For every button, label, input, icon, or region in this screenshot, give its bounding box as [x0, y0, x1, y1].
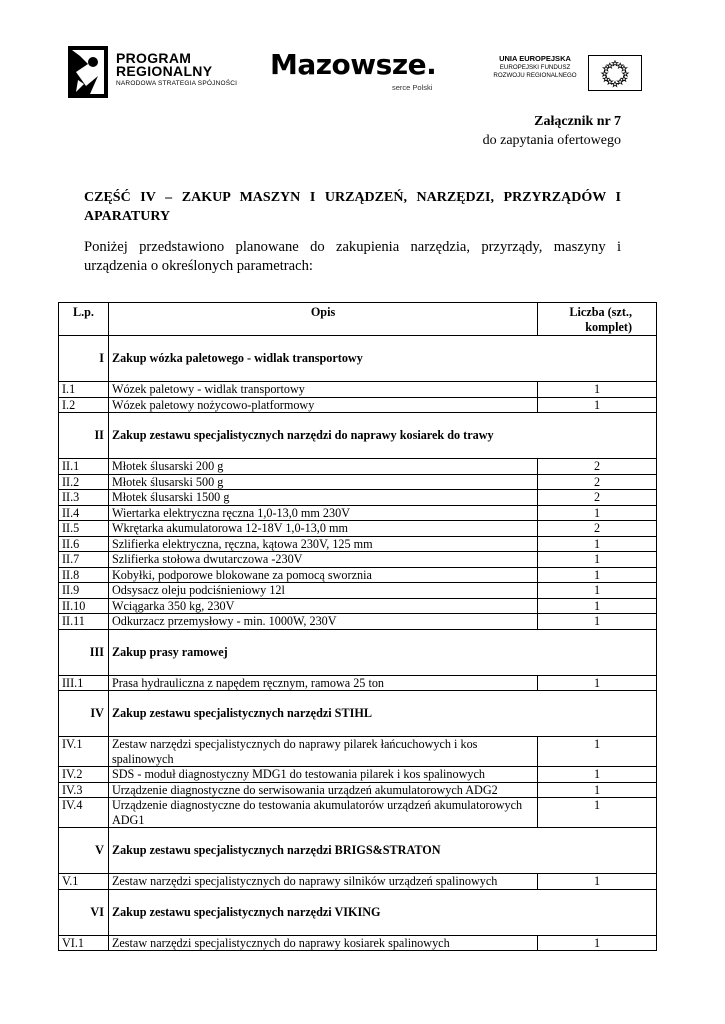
section-row	[59, 691, 657, 737]
item-qty: 1	[538, 767, 657, 783]
table-row	[59, 552, 657, 568]
program-regionalny-line2: REGIONALNY	[116, 63, 213, 79]
program-regionalny-line1: PROGRAM	[116, 50, 192, 66]
table-row	[59, 782, 657, 798]
mazowsze-logo	[270, 48, 460, 96]
table-row	[59, 490, 657, 506]
table-row	[59, 474, 657, 490]
table-row	[59, 874, 657, 890]
item-desc: Wózek paletowy - widlak transportowy	[108, 382, 537, 398]
item-qty: 1	[538, 798, 657, 828]
item-qty: 1	[538, 552, 657, 568]
table-row	[59, 614, 657, 630]
table-row	[59, 675, 657, 691]
table-row	[59, 598, 657, 614]
item-lp: V.1	[59, 874, 109, 890]
item-qty: 2	[538, 521, 657, 537]
item-desc: Szlifierka elektryczna, ręczna, kątowa 230V, 125 mm	[108, 536, 537, 552]
item-desc: Urządzenie diagnostyczne do testowania akumulatorów urządzeń akumulatorowych ADG1	[108, 798, 537, 828]
item-lp: II.3	[59, 490, 109, 506]
header-desc: Opis	[108, 303, 537, 336]
attachment-label	[483, 112, 621, 150]
item-desc: Zestaw narzędzi specjalistycznych do naprawy silników urządzeń spalinowych	[108, 874, 537, 890]
eu-text	[484, 54, 586, 79]
header-lp: L.p.	[59, 303, 109, 336]
table-row	[59, 382, 657, 398]
item-lp: IV.1	[59, 737, 109, 767]
item-lp: II.8	[59, 567, 109, 583]
table-body	[59, 336, 657, 951]
item-desc: Młotek ślusarski 1500 g	[108, 490, 537, 506]
eu-flag-icon	[588, 55, 642, 91]
item-desc: Wciągarka 350 kg, 230V	[108, 598, 537, 614]
item-desc: Wiertarka elektryczna ręczna 1,0-13,0 mm 230V	[108, 505, 537, 521]
section-row	[59, 828, 657, 874]
program-regionalny-logo	[68, 46, 268, 98]
section-title: Zakup prasy ramowej	[108, 629, 656, 675]
item-desc: Zestaw narzędzi specjalistycznych do naprawy pilarek łańcuchowych i kos spalinowych	[108, 737, 537, 767]
section-row	[59, 413, 657, 459]
item-lp: I.1	[59, 382, 109, 398]
header-qty-line1: Liczba (szt.,	[569, 305, 632, 319]
item-qty: 1	[538, 382, 657, 398]
item-lp: IV.4	[59, 798, 109, 828]
item-lp: II.1	[59, 459, 109, 475]
item-qty: 1	[538, 598, 657, 614]
item-desc: Wkrętarka akumulatorowa 12-18V 1,0-13,0 mm	[108, 521, 537, 537]
item-lp: IV.2	[59, 767, 109, 783]
section-row	[59, 336, 657, 382]
item-desc: Szlifierka stołowa dwutarczowa -230V	[108, 552, 537, 568]
item-lp: II.2	[59, 474, 109, 490]
item-desc: Młotek ślusarski 500 g	[108, 474, 537, 490]
item-lp: II.11	[59, 614, 109, 630]
section-title: Zakup zestawu specjalistycznych narzędzi VIKING	[108, 889, 656, 935]
item-lp: II.5	[59, 521, 109, 537]
item-qty: 2	[538, 490, 657, 506]
item-lp: II.7	[59, 552, 109, 568]
section-title: Zakup wózka paletowego - widlak transportowy	[108, 336, 656, 382]
table-row	[59, 583, 657, 599]
item-lp: VI.1	[59, 935, 109, 951]
mazowsze-wordmark: Mazowsze.	[270, 48, 437, 81]
item-desc: Odkurzacz przemysłowy - min. 1000W, 230V	[108, 614, 537, 630]
program-regionalny-text	[116, 52, 237, 89]
section-number: I	[59, 336, 109, 382]
table-row	[59, 567, 657, 583]
item-qty: 2	[538, 474, 657, 490]
table-header-row	[59, 303, 657, 336]
table-row	[59, 521, 657, 537]
item-qty: 1	[538, 536, 657, 552]
item-qty: 1	[538, 397, 657, 413]
item-qty: 1	[538, 583, 657, 599]
item-qty: 2	[538, 459, 657, 475]
table-row	[59, 505, 657, 521]
section-row	[59, 629, 657, 675]
item-qty: 1	[538, 505, 657, 521]
eu-line2: ROZWOJU REGIONALNEGO	[493, 71, 577, 79]
table-row	[59, 935, 657, 951]
part-title: CZĘŚĆ IV – ZAKUP MASZYN I URZĄDZEŃ, NARZĘDZI, PRZYRZĄDÓW I APARATURY	[84, 190, 621, 224]
eu-logo	[482, 54, 648, 94]
table-row	[59, 397, 657, 413]
item-qty: 1	[538, 782, 657, 798]
item-lp: III.1	[59, 675, 109, 691]
item-desc: Odsysacz oleju podciśnieniowy 12l	[108, 583, 537, 599]
program-regionalny-emblem-icon	[68, 46, 108, 98]
eu-title: UNIA EUROPEJSKA	[499, 54, 571, 63]
header-qty	[538, 303, 657, 336]
item-qty: 1	[538, 675, 657, 691]
item-lp: II.4	[59, 505, 109, 521]
section-title: Zakup zestawu specjalistycznych narzędzi do naprawy kosiarek do trawy	[108, 413, 656, 459]
table-row	[59, 737, 657, 767]
section-row	[59, 889, 657, 935]
section-number: II	[59, 413, 109, 459]
items-table	[58, 302, 657, 951]
item-qty: 1	[538, 874, 657, 890]
program-regionalny-sub: NARODOWA STRATEGIA SPÓJNOŚCI	[116, 80, 238, 87]
table-row	[59, 459, 657, 475]
item-lp: II.6	[59, 536, 109, 552]
section-number: III	[59, 629, 109, 675]
intro-paragraph: Poniżej przedstawiono planowane do zakupienia narzędzia, przyrządy, maszyny i urządzenia o określonych parametrach:	[84, 239, 621, 274]
item-desc: SDS - moduł diagnostyczny MDG1 do testowania pilarek i kos spalinowych	[108, 767, 537, 783]
table-row	[59, 798, 657, 828]
section-number: VI	[59, 889, 109, 935]
item-lp: II.9	[59, 583, 109, 599]
section-number: IV	[59, 691, 109, 737]
item-desc: Kobyłki, podporowe blokowane za pomocą sworznia	[108, 567, 537, 583]
item-qty: 1	[538, 567, 657, 583]
section-title: Zakup zestawu specjalistycznych narzędzi BRIGS&STRATON	[108, 828, 656, 874]
item-desc: Wózek paletowy nożycowo-platformowy	[108, 397, 537, 413]
header-qty-line2: komplet)	[585, 319, 632, 334]
section-number: V	[59, 828, 109, 874]
item-qty: 1	[538, 614, 657, 630]
item-desc: Zestaw narzędzi specjalistycznych do naprawy kosiarek spalinowych	[108, 935, 537, 951]
attachment-title: Załącznik nr 7	[534, 114, 621, 129]
item-qty: 1	[538, 935, 657, 951]
mazowsze-tagline: serce Polski	[392, 83, 433, 92]
item-desc: Prasa hydrauliczna z napędem ręcznym, ramowa 25 ton	[108, 675, 537, 691]
item-lp: I.2	[59, 397, 109, 413]
table-row	[59, 536, 657, 552]
logo-header	[68, 46, 648, 102]
attachment-subtitle: do zapytania ofertowego	[482, 133, 621, 148]
item-desc: Urządzenie diagnostyczne do serwisowania urządzeń akumulatorowych ADG2	[108, 782, 537, 798]
item-lp: II.10	[59, 598, 109, 614]
item-lp: IV.3	[59, 782, 109, 798]
eu-line1: EUROPEJSKI FUNDUSZ	[499, 64, 571, 71]
table-row	[59, 767, 657, 783]
item-qty: 1	[538, 737, 657, 767]
section-title: Zakup zestawu specjalistycznych narzędzi STIHL	[108, 691, 656, 737]
item-desc: Młotek ślusarski 200 g	[108, 459, 537, 475]
